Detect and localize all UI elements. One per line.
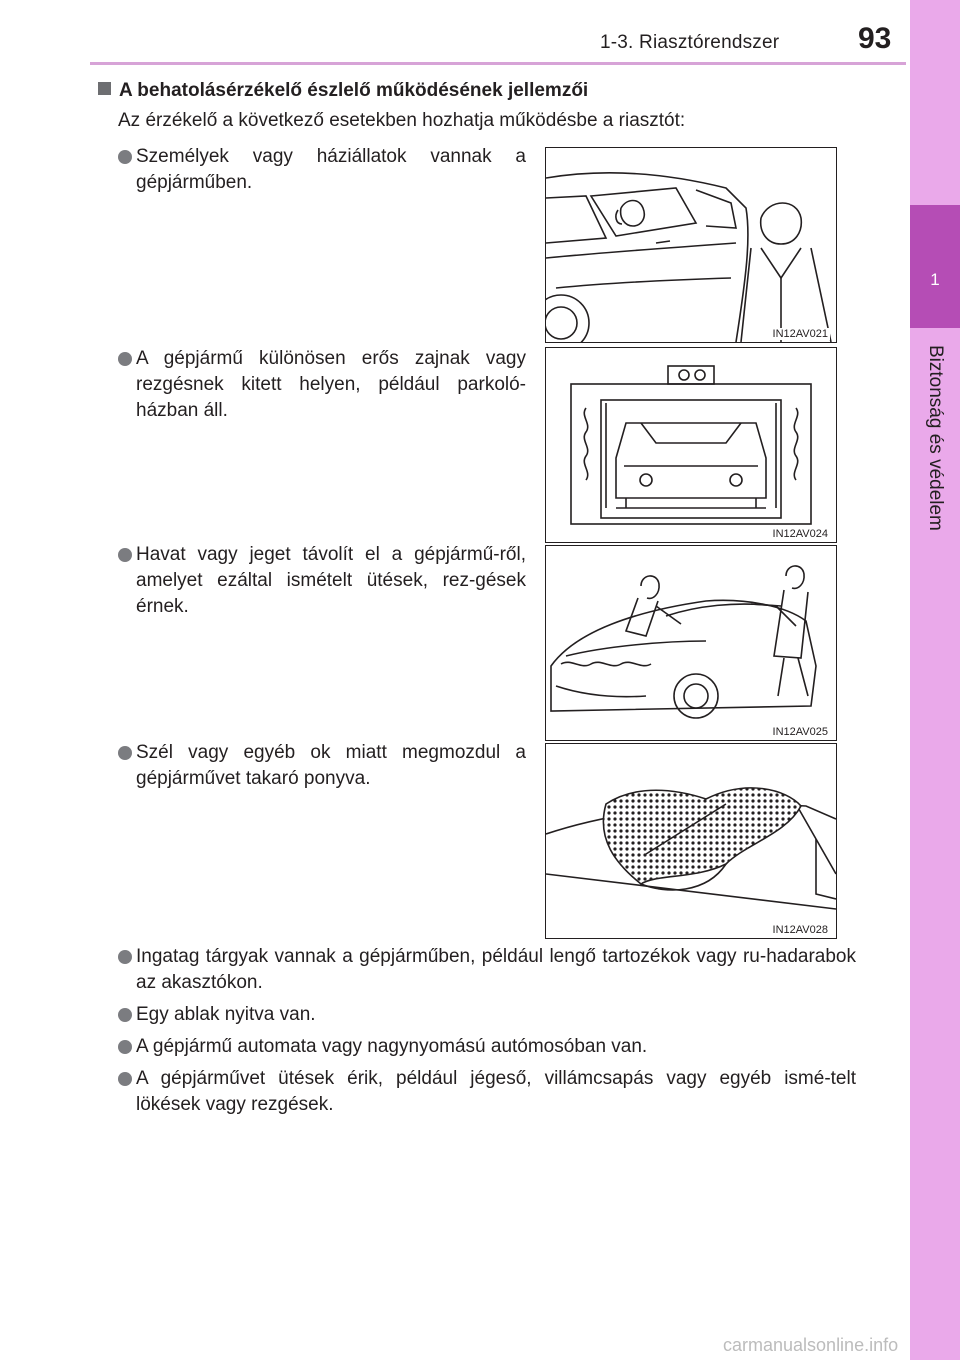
watermark: carmanualsonline.info	[723, 1335, 899, 1355]
chapter-title: Biztonság és védelem	[925, 345, 946, 531]
header-divider	[90, 62, 906, 65]
page-number: 93	[858, 22, 892, 55]
list-item-text: A gépjármű automata vagy nagynyomású autómosóban van.	[136, 1036, 648, 1057]
list-item	[118, 346, 526, 424]
header-section-title: 1-3. Riasztórendszer	[600, 32, 780, 53]
car-in-parking-garage-lift-icon	[546, 348, 836, 542]
chapter-tab	[910, 0, 960, 1360]
list-item-text: Személyek vagy háziállatok vannak a gépjárműben.	[136, 146, 526, 193]
figure-id: IN12AV025	[772, 726, 828, 738]
bullet-icon	[118, 950, 132, 964]
square-bullet-icon	[98, 82, 111, 95]
figure-snow-removal	[545, 545, 837, 741]
figure-id: IN12AV028	[772, 924, 828, 936]
list-item	[118, 1066, 856, 1118]
list-item-text: Szél vagy egyéb ok miatt megmozdul a gépjárművet takaró ponyva.	[136, 742, 526, 789]
list-item-text: A gépjárművet ütések érik, például jégeső, villámcsapás vagy egyéb ismé-telt lökések vagy rezgések.	[136, 1068, 856, 1115]
car-with-dog-and-person-icon	[546, 148, 836, 342]
figure-id: IN12AV021	[772, 328, 828, 340]
section-heading-text: A behatolásérzékelő észlelő működésének jellemzői	[119, 80, 589, 101]
list-item	[118, 1002, 856, 1028]
bullet-icon	[118, 150, 132, 164]
car-cover-moving-icon	[546, 744, 836, 938]
bullet-icon	[118, 352, 132, 366]
figure-id: IN12AV024	[772, 528, 828, 540]
list-item-text: Egy ablak nyitva van.	[136, 1004, 316, 1025]
list-item	[118, 542, 526, 620]
chapter-tab-active	[910, 205, 960, 328]
bullet-icon	[118, 746, 132, 760]
people-removing-snow-from-car-icon	[546, 546, 836, 740]
intro-text: Az érzékelő a következő esetekben hozhatja működésbe a riasztót:	[118, 110, 686, 131]
bullet-icon	[118, 1040, 132, 1054]
list-item-text: Ingatag tárgyak vannak a gépjárműben, például lengő tartozékok vagy ru-hadarabok az akasztókon.	[136, 946, 856, 993]
list-item	[118, 144, 526, 196]
list-item	[118, 1034, 856, 1060]
figure-parking-garage	[545, 347, 837, 543]
figure-car-with-dog	[545, 147, 837, 343]
list-item	[118, 944, 856, 996]
list-item	[118, 740, 526, 792]
section-heading	[98, 80, 588, 102]
chapter-number: 1	[930, 270, 940, 289]
bullet-icon	[118, 1072, 132, 1086]
figure-car-cover	[545, 743, 837, 939]
list-item-text: A gépjármű különösen erős zajnak vagy rezgésnek kitett helyen, például parkoló-házban áll.	[136, 348, 526, 421]
bullet-icon	[118, 548, 132, 562]
list-item-text: Havat vagy jeget távolít el a gépjármű-ről, amelyet ezáltal ismételt ütések, rez-gések érnek.	[136, 544, 526, 617]
bullet-icon	[118, 1008, 132, 1022]
